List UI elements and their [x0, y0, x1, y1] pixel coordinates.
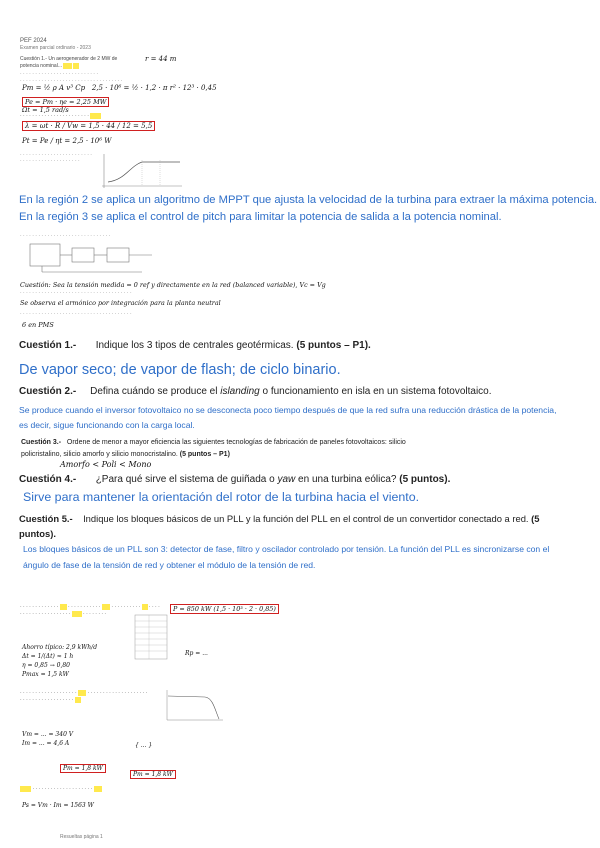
question-1-answer: De vapor seco; de vapor de flash; de ciclo binario. — [19, 362, 341, 378]
middle-question-line-2: · · · · · · · · · · · · · · · · · · · · · · · · · · · · · · · · · · · · · — [20, 311, 132, 317]
question-5-text: Indique los bloques básicos de un PLL y la función del PLL en el control de un convertidor conectado a red. — [83, 513, 529, 524]
middle-hand-line-2: Se observa el armónico por integración para la planta neutral — [20, 299, 221, 307]
question-2-text-b: o funcionamiento en isla en un sistema fotovoltaico. — [262, 386, 492, 397]
top-boxed-result-2: Ωt = 1,5 rad/s — [22, 106, 69, 114]
page-title: PEF 2024 — [20, 38, 47, 44]
page-subtitle: Examen parcial ordinario - 2023 — [20, 45, 91, 51]
top-graph-caption: · · · · · · · · · · · · · · · · · · · · · · · · · · · · · · · · · · · · · · · · · · · · — [20, 152, 92, 164]
bottom-iv-curve — [165, 688, 225, 723]
power-curve-diagram — [100, 150, 185, 190]
bottom-question-c: · · · · · · · · · · · · · · · · · · · · — [20, 786, 130, 793]
top-hand-formula-1: Pm = ½ ρ A v³ Cp 2,5 · 10⁶ = ½ · 1,2 · π r² · 12³ · 0,45 — [22, 84, 217, 92]
middle-hand-line-3: 6 en PMS — [22, 321, 54, 329]
top-last-line: Pt = Pe / ηt = 2,5 · 10⁶ W — [22, 137, 112, 145]
top-hand-note-right: r = 44 m — [145, 55, 177, 63]
region-2-answer: En la región 2 se aplica un algoritmo de MPPT que ajusta la velocidad de la turbina para extraer la máxima potencia. — [19, 194, 598, 206]
question-2-text-italic: islanding — [220, 386, 260, 397]
page-footer: Resueltas página 1 — [60, 834, 103, 840]
question-2-text-a: Defina cuándo se produce el — [90, 386, 218, 397]
middle-question-line: · · · · · · · · · · · · · · · · · · · · · · · · · · · · · · · · · · · · · — [20, 290, 132, 296]
bottom-hand-notes-1: Ahorro típico: 2,9 kWh/d Δt = 1/(Δt) ≈ 1 h η = 0,85 → 0,80 Pmax = 1,5 kW — [22, 644, 98, 678]
question-3-answer: Amorfo < Poli < Mono — [60, 460, 152, 469]
question-3-text: Ordene de menor a mayor eficiencia las siguientes tecnologías de fabricación de paneles fotovoltaicos: silicio policristalino, silicio amorfo y silicio monocristalino. — [21, 439, 406, 458]
question-4-label: Cuestión 4.- — [19, 474, 77, 485]
question-4-answer: Sirve para mantener la orientación del rotor de la turbina hacia el viento. — [23, 490, 420, 504]
bottom-hand-note-mid: Rp = ... — [185, 650, 208, 657]
circuit-diagram — [22, 238, 162, 276]
bottom-boxed-top: P = 850 kW (1,5 · 10³ · 2 · 0,85) — [170, 604, 279, 614]
bottom-question-b: · · · · · · · · · · · · · · · · · · · · · · · · · · · · · · · · · · · · · · · · · · · · · · · · · · · · · · · · · — [20, 690, 148, 703]
question-3-points: (5 puntos – P1) — [179, 451, 230, 458]
bottom-hand-note-right: { ... } — [135, 742, 153, 749]
question-5 — [19, 511, 569, 541]
question-4 — [19, 474, 450, 485]
question-1-label: Cuestión 1.- — [19, 340, 77, 351]
question-5-answer: Los bloques básicos de un PLL son 3: detector de fase, filtro y oscilador controlado por tensión. La función del PLL es sincronizarse con el ángulo de fase de la tensión de red y obtener el módulo de la tensión de red. — [23, 544, 550, 570]
question-2-label: Cuestión 2.- — [19, 386, 77, 397]
question-4-text-a: ¿Para qué sirve el sistema de guiñada o — [95, 474, 275, 485]
top-question-line2: · · · · · · · · · · · · · · · · · · · · · · · · · · — [20, 71, 99, 77]
question-4-text-italic: yaw — [277, 474, 296, 485]
question-5-points: (5 puntos). — [19, 513, 540, 539]
question-4-text-b: en una turbina eólica? — [298, 474, 397, 485]
question-4-points: (5 puntos). — [399, 474, 451, 485]
bottom-hand-notes-3: Ps = Vm · Im = 1563 W — [22, 802, 94, 809]
top-formula-boxed: λ = ωt · R / Vw = 1,5 · 44 / 12 = 5,5 — [22, 121, 155, 131]
middle-question-intro: · · · · · · · · · · · · · · · · · · · · · · · · · · · · · · — [20, 233, 111, 239]
bottom-question-intro: · · · · · · · · · · · · · · · · · · · · · · · · · · · · · · · · · · · · · · · · · · · · · · · · · · · · · · · · · · · · · · · — [20, 604, 160, 617]
top-question-b: · · · · · · · · · · · · · · · · · · · · · · · — [20, 113, 170, 120]
bottom-boxed-right: Pm = 1,8 kW — [130, 770, 176, 779]
question-5-label: Cuestión 5.- — [19, 513, 73, 524]
top-question-intro: Cuestión 1.- Un aerogenerador de 2 MW de potencia nominal... — [20, 56, 118, 69]
question-3-label: Cuestión 3.- — [21, 439, 62, 446]
question-1 — [19, 340, 371, 351]
middle-hand-line-1: Cuestión: Sea la tensión medida = 0 ref y directamente en la red (balanced variable), Vc = Vg — [20, 281, 326, 289]
bottom-boxed-mid: Pm = 1,8 kW — [60, 764, 106, 773]
region-3-answer: En la región 3 se aplica el control de pitch para limitar la potencia de salida a la potencia nominal. — [19, 211, 502, 223]
top-instruction-line: · · · · · · · · · · · · · · · · · · · · · · · · · · · · · · · · · · — [20, 78, 123, 84]
question-1-text: Indique los 3 tipos de centrales geotérmicas. — [95, 340, 294, 351]
question-1-points: (5 puntos – P1). — [296, 340, 371, 351]
top-boxed-result-1: Pe = Pm · ηe = 2,25 MW — [22, 97, 109, 107]
question-3 — [21, 437, 441, 461]
question-2 — [19, 386, 492, 397]
bottom-data-table — [135, 615, 169, 661]
bottom-hand-notes-2: Vm = ... = 340 V Im = ... = 4,6 A — [22, 731, 74, 747]
question-2-answer: Se produce cuando el inversor fotovoltaico no se desconecta poco tiempo después de que la red sufra una reducción drástica de la potencia, es decir, sigue funcionando con la carga local. — [19, 405, 557, 430]
